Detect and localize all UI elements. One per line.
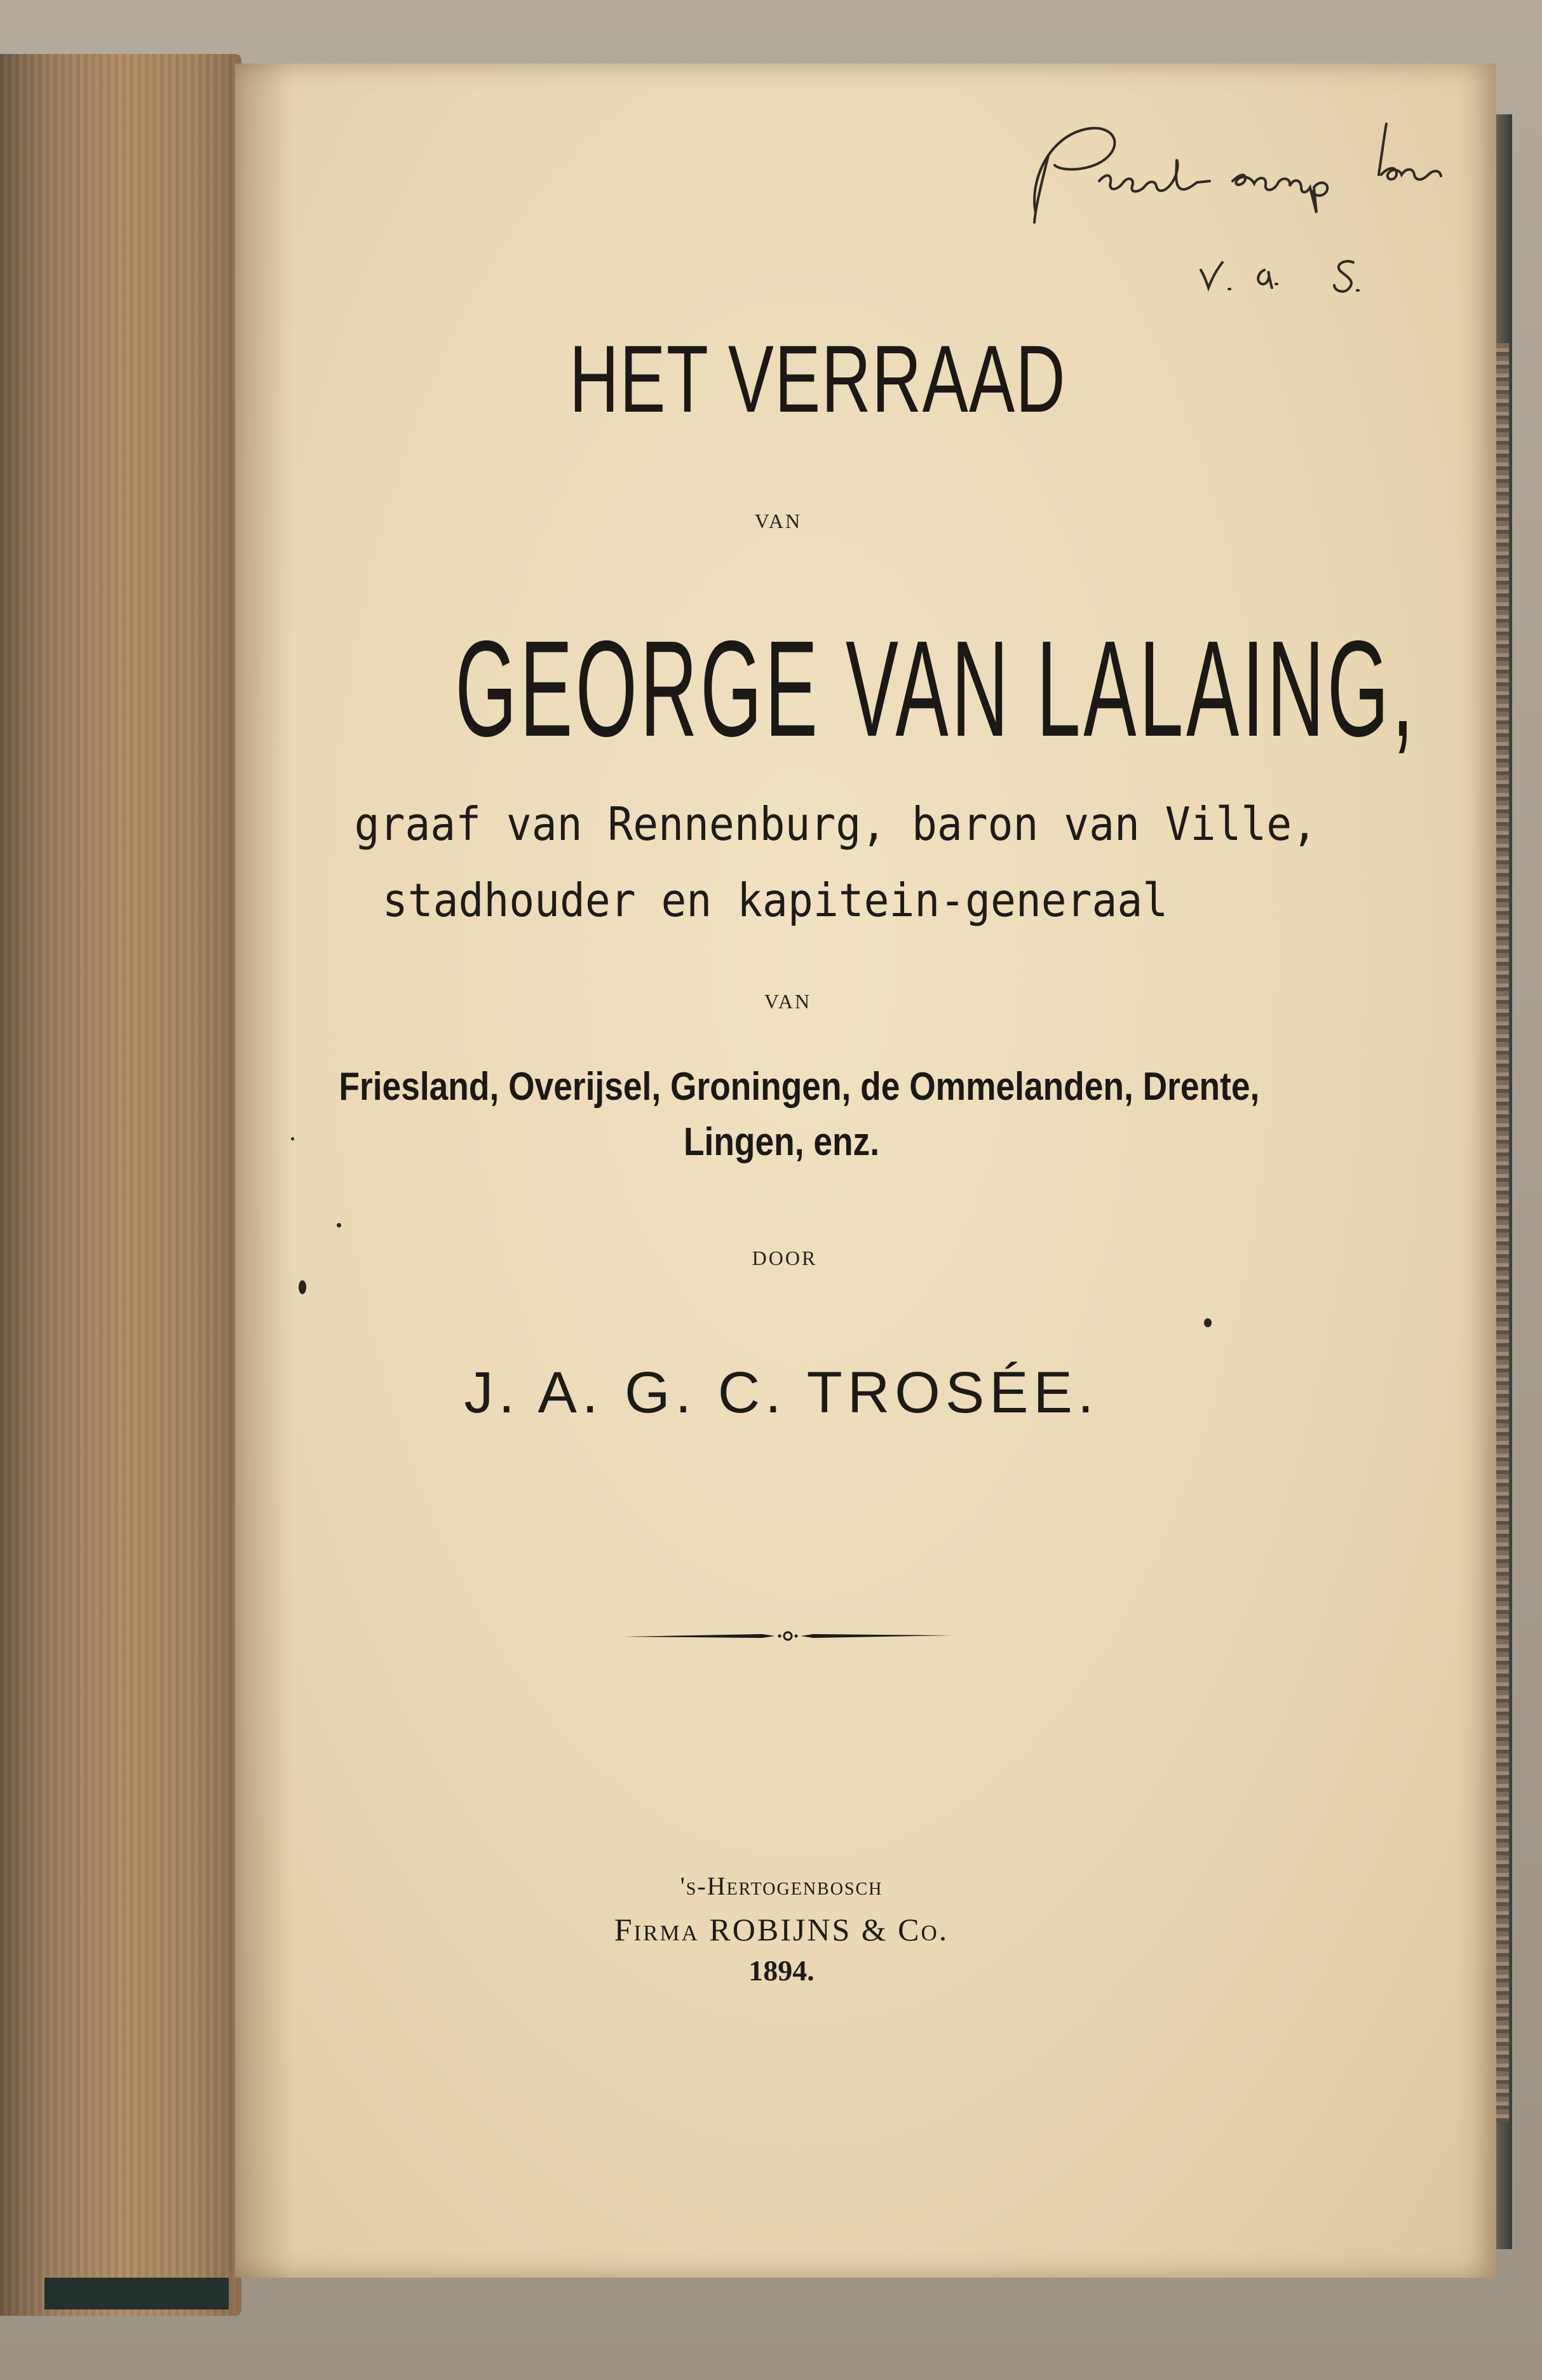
handwritten-inscription (1023, 111, 1480, 321)
ornamental-rule (623, 1620, 953, 1652)
title-name: GEORGE VAN LALAING, (455, 612, 1417, 765)
byline-connector: DOOR (752, 1247, 818, 1269)
imprint-place: 's-Hertogenbosch (680, 1872, 883, 1900)
page-gutter-shadow (235, 64, 292, 2278)
foxing-spot (291, 1137, 294, 1140)
foxing-spot (337, 1223, 341, 1227)
title-connector-van-2: VAN (764, 990, 812, 1013)
title-connector-van: VAN (754, 510, 802, 532)
imprint-publisher: Firma ROBIJNS & Co. (614, 1912, 949, 1947)
provinces-line-2: Lingen, enz. (683, 1120, 880, 1164)
title-main: HET VERRAAD (569, 325, 1067, 432)
foxing-spot (1204, 1318, 1212, 1327)
provinces-line-1: Friesland, Overijsel, Groningen, de Ommelanden, Drente, (339, 1065, 1260, 1109)
imprint-year: 1894. (748, 1954, 815, 1987)
spine-corner-cloth (44, 2278, 229, 2309)
book-spine-texture (0, 54, 235, 2316)
subtitle-line-1: graaf van Rennenburg, baron van Ville, (354, 797, 1318, 851)
subtitle-line-2: stadhouder en kapitein-generaal (382, 874, 1168, 927)
foxing-spot (299, 1280, 306, 1294)
author-name: J. A. G. C. TROSÉE. (464, 1360, 1099, 1425)
